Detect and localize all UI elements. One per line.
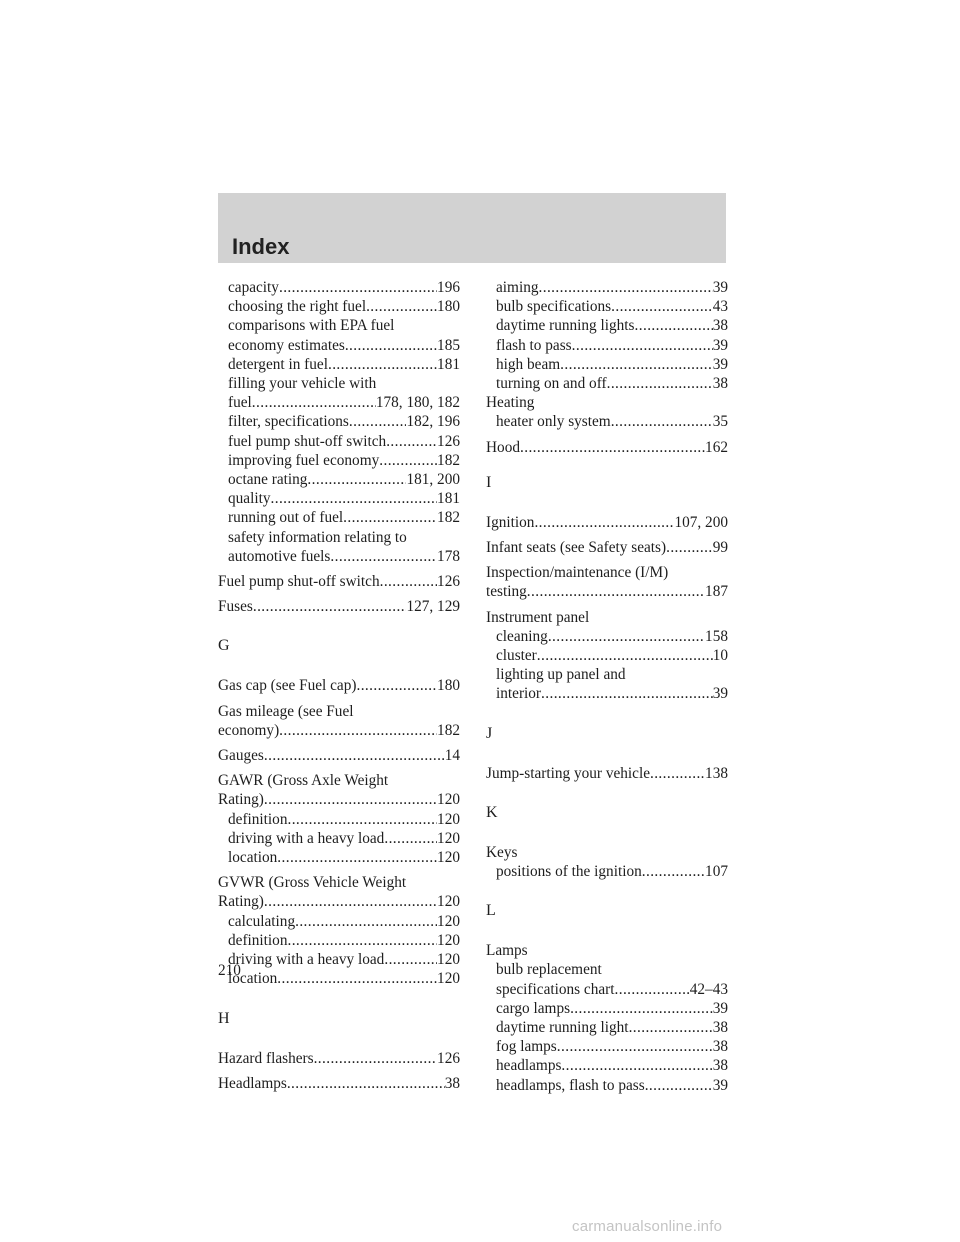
index-line	[218, 412, 460, 431]
index-term: detergent in fuel	[228, 355, 328, 373]
index-line	[486, 1076, 728, 1095]
dot-leader	[635, 316, 713, 335]
dot-leader	[380, 572, 437, 591]
index-line	[486, 764, 728, 783]
index-line	[486, 336, 728, 355]
index-entry	[218, 374, 460, 412]
section-letter-l: L	[486, 902, 496, 920]
index-entry	[218, 746, 460, 765]
index-term: Ignition	[486, 513, 535, 531]
page-reference: 38	[712, 1019, 728, 1037]
index-line	[218, 508, 460, 527]
page-reference: 182	[437, 721, 460, 739]
index-line	[218, 746, 460, 765]
page-reference: 138	[705, 764, 728, 782]
dot-leader	[520, 438, 705, 457]
dot-leader	[279, 278, 437, 297]
index-term: daytime running light	[496, 1019, 629, 1037]
index-term: cleaning	[496, 627, 548, 645]
dot-leader	[570, 999, 713, 1018]
index-term: positions of the ignition	[496, 863, 642, 881]
index-line	[218, 848, 460, 867]
page-reference: 120	[437, 791, 460, 809]
dot-leader	[548, 627, 705, 646]
index-entry	[486, 393, 728, 431]
index-line	[218, 336, 460, 355]
page-reference: 14	[444, 747, 460, 765]
index-line	[218, 810, 460, 829]
page-reference: 120	[437, 970, 460, 988]
index-line	[486, 374, 728, 393]
index-term: filling your vehicle with	[228, 375, 377, 393]
page-reference: 39	[712, 999, 728, 1017]
dot-leader	[328, 355, 437, 374]
index-line	[218, 1074, 460, 1093]
page-reference: 182, 196	[406, 413, 460, 431]
index-entry	[218, 297, 460, 316]
index-term: calculating	[228, 912, 296, 930]
dot-leader	[384, 950, 437, 969]
index-term: driving with a heavy load	[228, 951, 385, 969]
dot-leader	[343, 508, 437, 527]
page-reference: 39	[712, 279, 728, 296]
page-reference: 182	[437, 509, 460, 527]
dot-leader	[356, 676, 437, 695]
index-column-left	[218, 278, 460, 1093]
page-reference: 35	[712, 413, 728, 431]
dot-leader	[307, 470, 406, 489]
index-term: cargo lamps	[496, 999, 571, 1017]
dot-leader	[615, 980, 690, 999]
index-line	[218, 950, 460, 969]
index-line	[218, 278, 460, 297]
section-letter-k: K	[486, 803, 498, 821]
index-line	[218, 393, 460, 412]
index-term: Inspection/maintenance (I/M)	[486, 564, 669, 582]
index-entry	[486, 438, 728, 457]
index-term: aiming	[496, 279, 539, 296]
dot-leader	[541, 684, 713, 703]
index-term: location	[228, 970, 278, 988]
dot-leader	[264, 892, 437, 911]
dot-leader	[295, 912, 437, 931]
index-line	[486, 843, 728, 862]
index-term: Fuses	[218, 598, 253, 616]
index-entry	[218, 873, 460, 988]
page-reference: 120	[437, 829, 460, 847]
page-reference: 120	[437, 912, 460, 930]
index-entry	[218, 702, 460, 740]
index-term: Hood	[486, 438, 520, 456]
index-line	[486, 1037, 728, 1056]
index-entry	[218, 508, 460, 527]
dot-leader	[534, 513, 674, 532]
index-term: headlamps, flash to pass	[496, 1076, 645, 1094]
index-entry	[486, 941, 728, 1095]
index-term: turning on and off	[496, 375, 607, 393]
index-line	[218, 892, 460, 911]
dot-leader	[271, 489, 438, 508]
index-term: daytime running lights	[496, 317, 635, 335]
index-entry	[218, 1074, 460, 1093]
index-term: lighting up panel and	[496, 666, 626, 684]
index-line	[218, 451, 460, 470]
index-line	[486, 278, 728, 297]
page-reference: 178	[437, 547, 460, 565]
dot-leader	[642, 862, 705, 881]
dot-leader	[527, 582, 705, 601]
index-term: improving fuel economy	[228, 451, 380, 469]
index-line	[486, 941, 728, 960]
page-reference: 39	[712, 1076, 728, 1094]
index-line	[218, 470, 460, 489]
section-g-entries	[218, 676, 460, 988]
page-reference: 99	[712, 539, 728, 557]
page-reference: 182	[437, 451, 460, 469]
section-letter-i: I	[486, 473, 492, 491]
section-letter-g: G	[218, 637, 230, 655]
index-term: bulb replacement	[496, 961, 602, 979]
index-term: Gas mileage (see Fuel	[218, 702, 354, 720]
index-line	[218, 572, 460, 591]
index-term: cluster	[496, 647, 537, 665]
index-term: specifications chart	[496, 980, 615, 998]
dot-leader	[287, 931, 437, 950]
index-line	[218, 547, 460, 566]
page-reference: 126	[437, 1049, 460, 1067]
index-term: high beam	[496, 355, 561, 373]
page-reference: 120	[437, 951, 460, 969]
dot-leader	[572, 336, 713, 355]
page-reference: 120	[437, 810, 460, 828]
page-reference: 196	[437, 279, 460, 296]
index-term: GAWR (Gross Axle Weight	[218, 772, 389, 790]
index-term: filter, specifications	[228, 413, 349, 431]
dot-leader	[314, 1049, 437, 1068]
index-term: Keys	[486, 843, 518, 861]
index-line	[486, 538, 728, 557]
page-reference: 39	[712, 336, 728, 354]
page-reference: 180	[437, 677, 460, 695]
page-reference: 107	[705, 863, 728, 881]
index-line	[218, 829, 460, 848]
page-reference: 10	[712, 647, 728, 665]
index-term: economy)	[218, 721, 280, 739]
index-line	[486, 582, 728, 601]
index-line	[218, 721, 460, 740]
index-line	[218, 912, 460, 931]
index-term: Instrument panel	[486, 608, 590, 626]
dot-leader	[345, 336, 437, 355]
index-term: running out of fuel	[228, 509, 344, 527]
index-entry	[218, 316, 460, 354]
index-line	[218, 1049, 460, 1068]
index-line	[486, 980, 728, 999]
section-letter-h: H	[218, 1009, 230, 1027]
page-reference: 38	[712, 375, 728, 393]
dot-leader	[279, 721, 437, 740]
dot-leader	[277, 848, 437, 867]
page-reference: 185	[437, 336, 460, 354]
dot-leader	[287, 810, 437, 829]
continuation-fuel	[218, 278, 460, 566]
dot-leader	[537, 646, 713, 665]
index-term: quality	[228, 490, 271, 508]
section-h-entries	[218, 1049, 460, 1093]
watermark: carmanualsonline.info	[572, 1218, 723, 1235]
index-term: testing	[486, 583, 527, 601]
index-line	[486, 999, 728, 1018]
index-entry	[486, 843, 728, 881]
index-term: automotive fuels	[228, 547, 331, 565]
index-entry	[218, 489, 460, 508]
index-column-right	[486, 278, 728, 1095]
index-term: Headlamps	[218, 1074, 287, 1092]
section-j-entries	[486, 764, 728, 783]
index-term: heater only system	[496, 413, 611, 431]
index-term: definition	[228, 931, 288, 949]
index-term: flash to pass	[496, 336, 572, 354]
index-line	[486, 513, 728, 532]
header-band	[218, 193, 726, 263]
index-term: safety information relating to	[228, 528, 407, 546]
index-line	[486, 627, 728, 646]
page-reference: 120	[437, 931, 460, 949]
index-term: Hazard flashers	[218, 1049, 314, 1067]
right-h-entries	[486, 393, 728, 457]
index-term: fuel	[228, 394, 252, 412]
index-entry	[218, 771, 460, 867]
index-term: Gauges	[218, 747, 264, 765]
index-line	[218, 528, 460, 547]
index-term: Jump-starting your vehicle	[486, 764, 650, 782]
index-entry	[486, 764, 728, 783]
dot-leader	[645, 1076, 713, 1095]
index-entry	[218, 355, 460, 374]
index-term: comparisons with EPA fuel	[228, 317, 395, 335]
dot-leader	[330, 547, 437, 566]
index-entry	[218, 528, 460, 566]
dot-leader	[611, 412, 713, 431]
index-term: Gas cap (see Fuel cap)	[218, 677, 357, 695]
dot-leader	[264, 790, 437, 809]
dot-leader	[561, 1056, 712, 1075]
index-line	[486, 665, 728, 684]
index-line	[486, 297, 728, 316]
section-letter-j: J	[486, 724, 493, 742]
index-term: capacity	[228, 279, 279, 296]
index-entry	[218, 597, 460, 616]
index-line	[218, 489, 460, 508]
index-entry	[218, 412, 460, 431]
page-reference: 39	[712, 685, 728, 703]
page-title: Index	[232, 234, 290, 259]
index-term: Lamps	[486, 942, 528, 960]
page-reference: 178, 180, 182	[375, 394, 460, 412]
page-reference: 126	[437, 573, 460, 591]
dot-leader	[539, 278, 713, 297]
index-term: Infant seats (see Safety seats)	[486, 539, 667, 557]
dot-leader	[629, 1018, 713, 1037]
dot-leader	[560, 355, 713, 374]
index-term: Rating)	[218, 893, 264, 911]
page-reference: 39	[712, 355, 728, 373]
index-entry	[218, 432, 460, 451]
page-reference: 181	[437, 490, 460, 508]
index-line	[486, 684, 728, 703]
dot-leader	[650, 764, 705, 783]
index-line	[486, 608, 728, 627]
page-reference: 127, 129	[406, 598, 460, 616]
dot-leader	[277, 969, 437, 988]
page-reference: 43	[712, 298, 728, 316]
page-reference: 187	[705, 583, 728, 601]
index-line	[486, 412, 728, 431]
index-line	[218, 702, 460, 721]
page-reference: 38	[444, 1074, 460, 1092]
left-top-entries	[218, 572, 460, 616]
index-entry	[218, 278, 460, 297]
index-entry	[486, 563, 728, 601]
page-reference: 120	[437, 893, 460, 911]
index-entry	[486, 608, 728, 704]
continuation-headlamps	[486, 278, 728, 393]
dot-leader	[379, 451, 437, 470]
index-entry	[218, 1049, 460, 1068]
index-line	[486, 862, 728, 881]
index-entry	[218, 572, 460, 591]
index-term: choosing the right fuel	[228, 298, 367, 316]
dot-leader	[252, 393, 376, 412]
index-line	[218, 771, 460, 790]
index-line	[218, 790, 460, 809]
index-term: fog lamps	[496, 1038, 557, 1056]
index-term: headlamps	[496, 1057, 562, 1075]
index-term: Heating	[486, 394, 535, 412]
index-term: interior	[496, 685, 542, 703]
index-line	[486, 316, 728, 335]
index-line	[218, 297, 460, 316]
index-entry	[218, 470, 460, 489]
index-term: Fuel pump shut-off switch	[218, 573, 380, 591]
index-line	[218, 969, 460, 988]
page-reference: 181	[437, 355, 460, 373]
dot-leader	[264, 746, 445, 765]
page-reference: 107, 200	[674, 513, 728, 531]
page-reference: 42–43	[689, 980, 728, 998]
dot-leader	[611, 297, 713, 316]
dot-leader	[366, 297, 437, 316]
dot-leader	[253, 597, 407, 616]
index-entry	[486, 538, 728, 557]
index-term: GVWR (Gross Vehicle Weight	[218, 874, 407, 892]
index-line	[486, 960, 728, 979]
index-line	[486, 393, 728, 412]
page-reference: 120	[437, 849, 460, 867]
section-i-entries	[486, 513, 728, 704]
index-term: Rating)	[218, 791, 264, 809]
page-reference: 126	[437, 432, 460, 450]
index-line	[486, 646, 728, 665]
section-l-entries	[486, 941, 728, 1095]
dot-leader	[384, 829, 437, 848]
index-line	[218, 873, 460, 892]
page-number: 210	[218, 962, 241, 979]
page-reference: 38	[712, 1038, 728, 1056]
index-term: octane rating	[228, 471, 308, 489]
page-reference: 180	[437, 298, 460, 316]
index-term: economy estimates	[228, 336, 345, 354]
page-reference: 162	[705, 438, 728, 456]
index-entry	[218, 451, 460, 470]
index-line	[486, 563, 728, 582]
index-term: location	[228, 849, 278, 867]
index-entry	[486, 513, 728, 532]
index-term: driving with a heavy load	[228, 829, 385, 847]
page-reference: 158	[705, 627, 728, 645]
index-line	[218, 432, 460, 451]
index-line	[218, 355, 460, 374]
dot-leader	[349, 412, 407, 431]
index-line	[218, 676, 460, 695]
page-reference: 181, 200	[406, 471, 460, 489]
dot-leader	[666, 538, 713, 557]
index-line	[486, 1018, 728, 1037]
index-line	[218, 931, 460, 950]
index-line	[218, 374, 460, 393]
dot-leader	[557, 1037, 713, 1056]
index-entry	[218, 676, 460, 695]
page-reference: 38	[712, 1057, 728, 1075]
index-line	[218, 597, 460, 616]
dot-leader	[287, 1074, 445, 1093]
page-reference: 38	[712, 317, 728, 335]
index-term: fuel pump shut-off switch	[228, 432, 387, 450]
index-term: definition	[228, 810, 288, 828]
index-term: bulb specifications	[496, 298, 612, 316]
index-line	[486, 355, 728, 374]
dot-leader	[386, 432, 437, 451]
section-k-entries	[486, 843, 728, 881]
dot-leader	[607, 374, 713, 393]
index-line	[218, 316, 460, 335]
index-line	[486, 438, 728, 457]
index-line	[486, 1056, 728, 1075]
index-entry	[486, 278, 728, 393]
